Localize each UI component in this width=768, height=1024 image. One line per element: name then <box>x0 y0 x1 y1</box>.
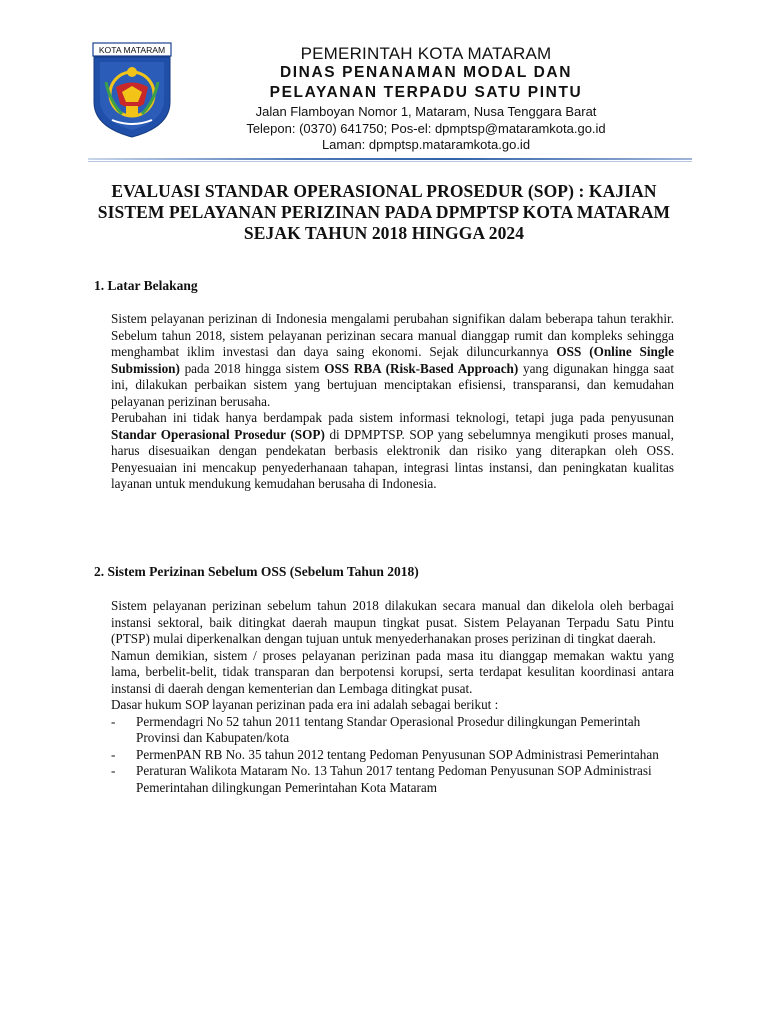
emblem-label: KOTA MATARAM <box>98 45 166 55</box>
letterhead <box>176 44 676 154</box>
legal-basis-item: - Peraturan Walikota Mataram No. 13 Tahun 2017 tentang Pedoman Penyusunan SOP Administrasi Pemerintahan dilingkungan Pemerintahan Kota Mataram <box>111 763 652 795</box>
section-2-heading: 2. Sistem Perizinan Sebelum OSS (Sebelum Tahun 2018) <box>94 564 419 579</box>
agency-website: Laman: dpmptsp.mataramkota.go.id <box>321 137 531 152</box>
legal-basis-item: - PermenPAN RB No. 35 tahun 2012 tentang Pedoman Penyusunan SOP Administrasi Pemerintahan <box>111 746 659 762</box>
section-1-body <box>111 311 674 493</box>
agency-name-line-1: DINAS PENANAMAN MODAL DAN <box>279 64 573 81</box>
bullet-dash: - <box>111 746 116 762</box>
section-1-paragraph-2: Perubahan ini tidak hanya berdampak pada sistem informasi teknologi, tetapi juga pada penyusunan Standar Operasional Prosedur (SOP) di DPMPTSP. SOP yang sebelumnya mengikuti proses manual, harus disesuaikan dengan pendekatan berbasis elektronik dan risiko yang diterapkan oleh OSS. Penyesuaian ini mencakup penyederhanaan tahapan, integrasi lintas instansi, dan peningkatan kualitas layanan untuk mendukung kemudahan berusaha di Indonesia. <box>111 410 674 491</box>
agency-name-line-2: PELAYANAN TERPADU SATU PINTU <box>269 84 583 101</box>
term-sop: Standar Operasional Prosedur (SOP) <box>111 426 325 442</box>
agency-contact: Telepon: (0370) 641750; Pos-el: dpmptsp@mataramkota.go.id <box>246 120 606 136</box>
term-oss: OSS (Online Single Submission) <box>111 344 674 376</box>
kota-mataram-emblem <box>92 42 172 138</box>
section-2-paragraph-3: Dasar hukum SOP layanan perizinan pada era ini adalah sebagai berikut : <box>111 697 499 712</box>
title-line-1: EVALUASI STANDAR OPERASIONAL PROSEDUR (SOP) : KAJIAN <box>111 181 657 201</box>
term-oss-rba: OSS RBA (Risk-Based Approach) <box>324 360 519 376</box>
section-1-paragraph-1: Sistem pelayanan perizinan di Indonesia mengalami perubahan signifikan dalam beberapa tahun terakhir. Sebelum tahun 2018, sistem pelayanan perizinan secara manual dianggap rumit dan kompleks sehingga menghambat iklim investasi dan daya saing ekonomi. Sejak diluncurkannya OSS (Online Single Submission) pada 2018 hingga sistem OSS RBA (Risk-Based Approach) yang digunakan hingga saat ini, dilakukan perbaikan sistem yang bertujuan menciptakan efisiensi, transparansi, dan kemudahan pelayanan perizinan berusaha. <box>111 311 674 409</box>
letterhead-divider-thin <box>88 161 692 162</box>
title-line-2: SISTEM PELAYANAN PERIZINAN PADA DPMPTSP KOTA MATARAM <box>97 202 671 222</box>
bullet-dash: - <box>111 763 116 778</box>
government-name: PEMERINTAH KOTA MATARAM <box>300 44 552 63</box>
legal-basis-item: - Permendagri No 52 tahun 2011 tentang Standar Operasional Prosedur dilingkungan Pemerintah Provinsi dan Kabupaten/kota <box>111 713 641 745</box>
section-2-paragraph-1: Sistem pelayanan perizinan sebelum tahun 2018 dilakukan secara manual dan dikelola oleh berbagai instansi sektoral, baik ditingkat daerah maupun tingkat pusat. Sistem Pelayanan Terpadu Satu Pintu (PTSP) mulai diperkenalkan dengan tujuan untuk menyederhanakan proses perizinan di tingkat daerah. <box>111 598 674 646</box>
section-1-heading: 1. Latar Belakang <box>94 278 198 293</box>
agency-address: Jalan Flamboyan Nomor 1, Mataram, Nusa Tenggara Barat <box>255 104 597 119</box>
section-2-paragraph-2: Namun demikian, sistem / proses pelayanan perizinan pada masa itu dianggap memakan waktu yang lama, berbelit-belit, tidak transparan dan berpotensi korupsi, serta terdapat kesulitan koordinasi antara instansi di daerah dengan kementerian dan Lembaga ditingkat pusat. <box>111 647 674 696</box>
letterhead-divider <box>88 158 692 160</box>
title-line-3: SEJAK TAHUN 2018 HINGGA 2024 <box>243 223 525 243</box>
document-title <box>60 181 708 244</box>
bullet-dash: - <box>111 713 116 729</box>
section-2-body <box>111 598 674 796</box>
